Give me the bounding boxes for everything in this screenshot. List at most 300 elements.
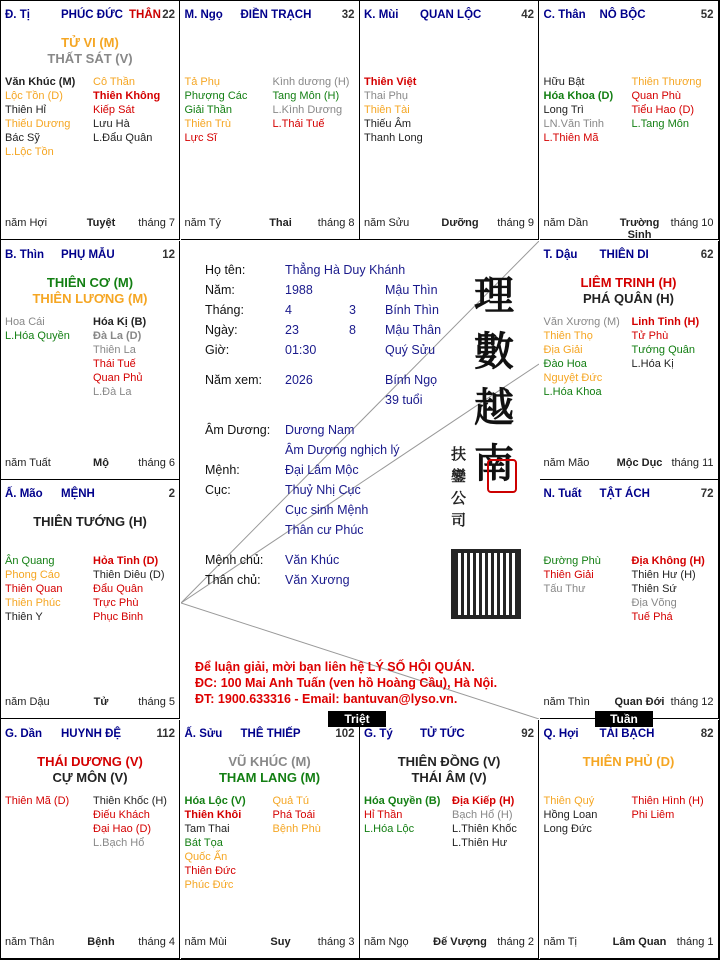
minor-star: Hồng Loan <box>543 808 598 821</box>
month-label: tháng 10 <box>670 217 714 229</box>
main-star: THIÊN CƠ (M) <box>46 274 134 290</box>
minor-star: Thai Phụ <box>364 90 409 102</box>
palace-stem-branch: Đ. Tị <box>5 9 30 21</box>
minor-star: Hỏa Tinh (D) <box>93 555 159 567</box>
palace-number: 52 <box>700 9 714 21</box>
year-label: năm Tị <box>543 935 577 948</box>
info-canchi: Bính Thìn <box>385 303 439 317</box>
minor-star: Văn Khúc (M) <box>5 76 76 88</box>
minor-star: Địa Không (H) <box>631 555 705 567</box>
main-star: THÁI ÂM (V) <box>411 769 487 785</box>
year-label: năm Sửu <box>364 217 410 229</box>
palace-footer <box>544 936 714 950</box>
year-label: năm Tý <box>184 217 221 229</box>
palace-cell[interactable] <box>540 720 719 959</box>
minor-star: Bệnh Phù <box>272 822 321 835</box>
minor-star: Thiên Hình (H) <box>631 794 704 807</box>
palace-title: THÊ THIẾP <box>240 727 301 740</box>
minor-star: Phúc Đức <box>184 878 234 891</box>
minor-star: Phi Liêm <box>631 808 675 821</box>
minor-star: Đường Phù <box>543 555 601 567</box>
minor-star: Thiên Giải <box>543 569 594 581</box>
palace-cell[interactable] <box>540 480 719 719</box>
year-label: năm Mùi <box>184 935 227 948</box>
minor-star: Thiên Thương <box>631 76 702 88</box>
year-label: năm Ngọ <box>364 935 409 948</box>
main-star: LIÊM TRINH (H) <box>580 274 677 290</box>
cycle-label: Suy <box>270 935 291 948</box>
palace-stem-branch: Ấ. Sửu <box>184 727 223 740</box>
palace-footer <box>185 217 355 231</box>
star-list-right <box>93 315 179 399</box>
info-value: 01:30 <box>285 343 317 357</box>
palace-header <box>5 728 175 744</box>
seal-stamp-icon <box>487 459 517 493</box>
contact-line: Để luận giải, mời bạn liên hệ LÝ SỐ HỘI QUÁN. <box>195 660 475 674</box>
palace-header <box>5 9 175 25</box>
minor-star: Kình dương (H) <box>272 76 350 88</box>
palace-number: 62 <box>700 248 714 261</box>
palace-header <box>185 9 355 25</box>
minor-star: L.Thiên Hư <box>452 836 508 849</box>
seal-char: 司 <box>451 511 467 529</box>
seal-char: 鑾 <box>451 467 467 485</box>
minor-star: Thiên Y <box>5 611 43 623</box>
info-value: 1988 <box>285 283 313 297</box>
info-value: Cục sinh Mệnh <box>285 503 369 517</box>
minor-star: Phá Toái <box>272 808 316 821</box>
calligraphy-char: 越 <box>474 384 514 431</box>
star-list-right <box>632 554 718 624</box>
palace-header <box>5 249 175 265</box>
minor-star: Văn Xương (M) <box>543 315 620 328</box>
main-stars <box>1 754 179 786</box>
info-lunar: 8 <box>349 323 356 337</box>
star-list-right <box>632 794 718 822</box>
minor-star: Bát Tọa <box>184 836 223 849</box>
info-value: 2026 <box>285 373 313 387</box>
minor-star: Đẩu Quân <box>93 583 144 595</box>
minor-star: Điếu Khách <box>93 808 150 821</box>
info-key: Cục: <box>205 483 231 497</box>
minor-star: Thiên Khốc (H) <box>93 794 167 807</box>
main-star: THIÊN TƯỚNG (H) <box>33 514 147 529</box>
palace-title: NÔ BỘC <box>599 9 646 21</box>
star-list-left <box>185 75 273 145</box>
palace-footer <box>364 936 534 950</box>
palace-header <box>185 728 355 744</box>
star-list-right <box>452 794 538 850</box>
palace-number: 42 <box>521 9 534 21</box>
cycle-label: Tuyệt <box>86 217 116 229</box>
palace-cell[interactable] <box>1 480 180 719</box>
tuan-tag: Tuần <box>595 711 653 727</box>
info-key: Tháng: <box>205 303 244 317</box>
minor-star: Tả Phụ <box>184 76 220 88</box>
minor-star: Thiên Tài <box>364 104 410 116</box>
minor-star: Nguyệt Đức <box>543 371 603 384</box>
minor-star: L.Hóa Khoa <box>543 385 602 398</box>
palace-title: TỬ TỨC <box>420 727 465 740</box>
cycle-label: Bệnh <box>87 935 115 948</box>
info-key: Âm Dương: <box>205 423 271 437</box>
minor-star: Bạch Hổ (H) <box>452 808 513 821</box>
info-key: Năm: <box>205 283 235 297</box>
minor-star: L.Hóa Kị <box>631 357 674 370</box>
star-list-left <box>5 554 93 624</box>
star-list-left <box>544 794 632 836</box>
main-star: TỬ VI (M) <box>61 35 119 50</box>
star-list-left <box>5 75 93 159</box>
palace-cell[interactable] <box>540 241 719 480</box>
palace-footer <box>5 457 175 471</box>
minor-star: L.Hóa Lộc <box>364 822 415 835</box>
palace-number: 102 <box>335 727 355 740</box>
palace-number: 12 <box>162 248 175 261</box>
year-label: năm Thìn <box>543 696 590 708</box>
cycle-label: Trường Sinh <box>619 217 660 240</box>
main-stars <box>1 514 179 530</box>
minor-star: L.Tang Môn <box>631 118 689 130</box>
month-label: tháng 8 <box>317 217 355 229</box>
minor-star: Kiếp Sát <box>93 104 135 116</box>
palace-title: QUAN LỘC <box>420 9 482 21</box>
palace-stem-branch: G. Dần <box>5 727 43 740</box>
minor-star: L.Kình Dương <box>272 104 343 116</box>
minor-star: Tướng Quân <box>631 343 695 356</box>
main-stars <box>181 754 359 786</box>
minor-star: Tuế Phá <box>631 611 673 623</box>
palace-cell[interactable] <box>181 720 360 959</box>
info-key: Họ tên: <box>205 263 246 277</box>
star-list-right <box>93 794 179 850</box>
main-star: THIÊN PHỦ (D) <box>582 753 675 769</box>
year-label: năm Mão <box>543 456 590 469</box>
minor-star: Hóa Kị (B) <box>93 315 147 328</box>
seal-char: 扶 <box>451 445 467 463</box>
star-list-right <box>632 315 718 371</box>
minor-star: Linh Tinh (H) <box>631 315 700 328</box>
palace-number: 32 <box>341 9 355 21</box>
star-list-right <box>93 554 179 624</box>
minor-star: Long Trì <box>543 104 584 116</box>
palace-header <box>364 728 534 744</box>
info-value: Thẳng Hà Duy Khánh <box>285 263 406 277</box>
qr-code-icon[interactable] <box>451 549 521 619</box>
palace-stem-branch: K. Mùi <box>364 9 399 21</box>
info-canchi: Quý Sửu <box>385 343 436 357</box>
cycle-label: Mộ <box>93 456 109 469</box>
palace-footer <box>5 217 175 231</box>
minor-star: Tam Thai <box>184 822 230 835</box>
palace-footer <box>185 936 355 950</box>
center-panel <box>181 241 539 719</box>
minor-star: Tử Phù <box>631 329 669 342</box>
info-value: Thuỷ Nhị Cục <box>285 483 361 497</box>
minor-star: Cô Thần <box>93 76 135 88</box>
palace-title: THIÊN DI <box>599 248 649 261</box>
star-list-left <box>185 794 273 892</box>
minor-star: Bác Sỹ <box>5 132 40 144</box>
info-key: Ngày: <box>205 323 238 337</box>
minor-star: Thiên Trù <box>184 118 231 130</box>
minor-star: Ân Quang <box>5 555 55 567</box>
month-label: tháng 1 <box>676 935 714 948</box>
minor-star: Tấu Thư <box>543 583 586 595</box>
info-key: Mệnh chủ: <box>205 553 264 567</box>
minor-star: L.Lộc Tồn <box>5 146 54 158</box>
main-stars <box>540 754 718 770</box>
star-list-left <box>5 794 93 808</box>
minor-star: Thiên Quý <box>543 794 595 807</box>
minor-star: Trực Phù <box>93 597 139 609</box>
year-label: năm Dậu <box>5 696 50 708</box>
info-canchi: Mậu Thìn <box>385 283 438 297</box>
palace-title-extra: THÂN <box>129 9 161 21</box>
minor-star: Lộc Tồn (D) <box>5 90 63 102</box>
minor-star: Thiên Hỉ <box>5 104 46 116</box>
palace-stem-branch: G. Tý <box>364 727 393 740</box>
minor-star: Địa Kiếp (H) <box>452 794 515 807</box>
star-list-left <box>5 315 93 343</box>
contact-line: ĐT: 1900.633316 - Email: bantuvan@lyso.vn. <box>195 692 458 706</box>
info-value: 23 <box>285 323 299 337</box>
palace-header <box>544 728 714 744</box>
info-value: Văn Xương <box>285 573 350 587</box>
palace-title: TÀI BẠCH <box>599 727 655 740</box>
minor-star: Phục Binh <box>93 611 144 623</box>
minor-star: Lưu Hà <box>93 118 130 130</box>
palace-title: HUYNH ĐỆ <box>61 727 122 740</box>
month-label: tháng 3 <box>317 935 355 948</box>
info-key: Năm xem: <box>205 373 262 387</box>
star-list-left <box>544 554 632 596</box>
minor-star: L.Bạch Hổ <box>93 836 145 849</box>
minor-star: LN.Văn Tinh <box>543 118 605 130</box>
info-key: Thân chủ: <box>205 573 261 587</box>
cycle-label: Tử <box>93 696 109 708</box>
contact-line: ĐC: 100 Mai Anh Tuấn (ven hồ Hoàng Cầu), Hà Nội. <box>195 676 498 690</box>
main-star: THAM LANG (M) <box>218 769 321 785</box>
star-list-left <box>544 315 632 399</box>
star-list-right <box>632 75 718 131</box>
palace-header <box>364 9 534 25</box>
minor-star: L.Hóa Quyền <box>5 329 70 342</box>
palace-cell[interactable] <box>1 720 180 959</box>
minor-star: Thiếu Âm <box>364 118 412 130</box>
star-list-right <box>273 794 359 836</box>
minor-star: Hóa Quyền (B) <box>364 794 441 807</box>
contact-info <box>195 659 497 707</box>
palace-stem-branch: Q. Hợi <box>543 727 579 740</box>
minor-star: Thanh Long <box>364 132 423 144</box>
palace-title: TẬT ÁCH <box>599 488 650 500</box>
minor-star: Long Đức <box>543 822 592 835</box>
palace-footer <box>544 696 714 710</box>
year-label: năm Thân <box>5 935 55 948</box>
info-value: Văn Khúc <box>285 553 340 567</box>
palace-footer <box>5 696 175 710</box>
palace-stem-branch: T. Dậu <box>543 248 578 261</box>
cycle-label: Lâm Quan <box>612 935 667 948</box>
minor-star: Phượng Các <box>184 90 248 102</box>
minor-star: Hóa Lộc (V) <box>184 794 246 807</box>
palace-footer <box>544 457 714 471</box>
star-list-left <box>364 75 452 145</box>
star-list-left <box>364 794 452 836</box>
palace-footer <box>5 936 175 950</box>
star-list-right <box>273 75 359 131</box>
info-canchi: Bính Ngọ <box>385 373 438 387</box>
minor-star: Thiên Thọ <box>543 329 593 342</box>
palace-header <box>544 488 714 504</box>
palace-cell[interactable] <box>540 1 719 240</box>
main-stars <box>1 35 179 67</box>
info-value: 4 <box>285 303 292 317</box>
palace-number: 22 <box>162 9 175 21</box>
minor-star: Đại Hao (D) <box>93 822 152 835</box>
info-key: Mệnh: <box>205 463 240 477</box>
main-star: THÁI DƯƠNG (V) <box>37 753 143 769</box>
palace-number: 92 <box>521 727 534 740</box>
palace-cell[interactable] <box>181 1 360 240</box>
palace-number: 82 <box>700 727 714 740</box>
palace-title: PHỤ MẪU <box>61 248 115 261</box>
minor-star: Thiên La <box>93 343 136 356</box>
palace-title: PHÚC ĐỨC <box>61 9 123 21</box>
triet-tag: Triệt <box>328 711 386 727</box>
minor-star: Đào Hoa <box>543 357 587 370</box>
minor-star: Thiên Quan <box>5 583 63 595</box>
main-stars <box>360 754 538 786</box>
minor-star: Quốc Ấn <box>184 850 228 863</box>
main-star: THẤT SÁT (V) <box>47 51 133 66</box>
minor-star: Quan Phủ <box>93 371 143 384</box>
info-value: Đại Lâm Mộc <box>285 463 359 477</box>
star-list-left <box>544 75 632 145</box>
palace-title: ĐIỀN TRẠCH <box>240 9 312 21</box>
palace-stem-branch: B. Thìn <box>5 248 44 261</box>
palace-footer <box>364 217 534 231</box>
minor-star: Đà La (D) <box>93 329 142 342</box>
minor-star: Thái Tuế <box>93 357 136 370</box>
minor-star: Thiên Phúc <box>5 597 61 609</box>
month-label: tháng 5 <box>138 696 175 708</box>
main-star: THIÊN ĐỒNG (V) <box>397 753 501 769</box>
main-stars <box>540 275 718 307</box>
month-label: tháng 7 <box>138 217 175 229</box>
minor-star: Hỉ Thần <box>364 808 403 821</box>
minor-star: Hoa Cái <box>5 315 45 328</box>
main-star: THIÊN LƯƠNG (M) <box>32 290 148 306</box>
main-star: VŨ KHÚC (M) <box>228 753 311 769</box>
minor-star: Thiên Khôi <box>184 808 242 821</box>
palace-footer <box>543 217 714 240</box>
palace-cell[interactable] <box>1 1 180 240</box>
info-canchi: 39 tuổi <box>385 393 423 407</box>
minor-star: Hữu Bật <box>543 76 585 88</box>
minor-star: Địa Võng <box>631 597 677 609</box>
minor-star: L.Đà La <box>93 385 132 398</box>
minor-star: Quan Phù <box>631 90 682 102</box>
minor-star: Tang Môn (H) <box>272 90 340 102</box>
main-star: PHÁ QUÂN (H) <box>583 290 674 306</box>
palace-stem-branch: N. Tuất <box>543 488 582 500</box>
info-value: Thân cư Phúc <box>285 523 364 537</box>
minor-star: Giải Thần <box>184 104 232 116</box>
palace-cell[interactable] <box>360 720 539 959</box>
cycle-label: Dưỡng <box>441 217 479 229</box>
calligraphy-char: 數 <box>474 328 514 375</box>
month-label: tháng 6 <box>138 456 175 469</box>
main-star: CỰ MÔN (V) <box>52 769 128 785</box>
minor-star: Hóa Khoa (D) <box>543 90 614 102</box>
star-list-right <box>93 75 179 145</box>
palace-cell[interactable] <box>1 241 180 480</box>
cycle-label: Mộc Dục <box>616 456 663 469</box>
minor-star: Địa Giải <box>543 343 583 356</box>
palace-stem-branch: M. Ngọ <box>184 9 223 21</box>
minor-star: Thiếu Dương <box>5 118 71 130</box>
palace-header <box>544 9 714 25</box>
minor-star: Tiểu Hao (D) <box>631 104 695 116</box>
minor-star: Phong Cáo <box>5 569 61 581</box>
minor-star: L.Thiên Khốc <box>452 822 517 835</box>
info-canchi: Mậu Thân <box>385 323 442 337</box>
palace-number: 72 <box>700 488 714 500</box>
month-label: tháng 4 <box>138 935 175 948</box>
minor-star: Thiên Diêu (D) <box>93 569 165 581</box>
minor-star: L.Thái Tuế <box>272 118 325 130</box>
calligraphy-char: 南 <box>474 440 514 487</box>
palace-title: MỆNH <box>61 488 95 500</box>
minor-star: Quả Tú <box>272 794 309 807</box>
minor-star: Thiên Đức <box>184 864 236 877</box>
palace-header <box>5 488 175 504</box>
minor-star: Thiên Sứ <box>631 583 677 595</box>
info-value: Dương Nam <box>285 423 355 437</box>
info-key: Giờ: <box>205 343 230 357</box>
calligraphy-char: 理 <box>474 272 514 319</box>
minor-star: Thiên Mã (D) <box>5 794 70 807</box>
year-label: năm Dần <box>543 217 589 229</box>
minor-star: L.Thiên Mã <box>543 132 599 144</box>
palace-number: 112 <box>156 727 175 740</box>
month-label: tháng 12 <box>670 696 714 708</box>
cycle-label: Quan Đới <box>614 696 665 708</box>
info-value: Âm Dương nghịch lý <box>285 443 400 457</box>
seal-char: 公 <box>451 489 467 507</box>
month-label: tháng 2 <box>497 935 534 948</box>
minor-star: L.Đẩu Quân <box>93 132 153 144</box>
minor-star: Thiên Hư (H) <box>631 569 696 581</box>
palace-header <box>544 249 714 265</box>
month-label: tháng 11 <box>671 456 714 469</box>
info-lunar: 3 <box>349 303 356 317</box>
palace-stem-branch: C. Thân <box>543 9 586 21</box>
minor-star: Lực Sĩ <box>184 132 217 144</box>
palace-number: 2 <box>168 488 175 500</box>
cycle-label: Thai <box>269 217 292 229</box>
minor-star: Thiên Việt <box>364 76 417 88</box>
cycle-label: Đế Vượng <box>433 935 487 948</box>
main-stars <box>1 275 179 307</box>
minor-star: Thiên Không <box>93 90 161 102</box>
palace-cell[interactable] <box>360 1 539 240</box>
palace-stem-branch: Ấ. Mão <box>5 488 43 500</box>
year-label: năm Tuất <box>5 456 51 469</box>
month-label: tháng 9 <box>497 217 534 229</box>
